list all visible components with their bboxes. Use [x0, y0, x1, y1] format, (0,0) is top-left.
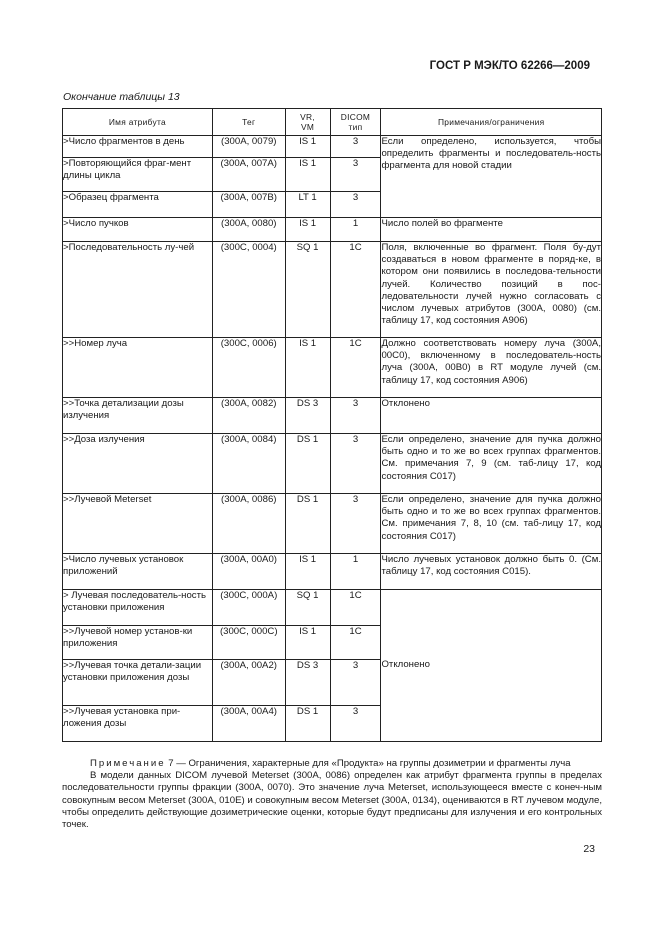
attr-type: 3 — [330, 192, 381, 218]
attr-type: 1C — [330, 590, 381, 626]
attr-type: 1C — [330, 626, 381, 660]
attr-vr: IS 1 — [285, 218, 330, 242]
table-row — [63, 590, 602, 626]
note-body: В модели данных DICOM лучевой Meterset (300A, 0086) определен как атрибут фрагмента группы в пределах последовательности группы фракции (300A, 0070). Это значение луча Meterset, использующееся вместе с конеч-ным совокупным весом Meterset (300A, 010E) и совокупным весом Meterset (300A, 0134), оцениваются в RT лучевом модуле, чтобы определить действующие дозиметрические оценки, которые будут предписаны для излучения и его контрольных точек. — [62, 770, 602, 831]
attr-note: Отклонено — [381, 398, 602, 434]
attr-name: >>Точка детализации дозы излучения — [63, 398, 213, 434]
table-row — [63, 218, 602, 242]
table-row — [63, 136, 602, 158]
attr-tag: (300A, 0084) — [212, 434, 285, 494]
attr-tag: (300A, 0079) — [212, 136, 285, 158]
standard-code: ГОСТ Р МЭК/ТО 62266—2009 — [429, 60, 590, 72]
attr-vr: LT 1 — [285, 192, 330, 218]
attr-tag: (300A, 007A) — [212, 158, 285, 192]
attr-name: >>Доза излучения — [63, 434, 213, 494]
note-title-line — [62, 758, 602, 770]
attr-vr: DS 1 — [285, 706, 330, 742]
attr-tag: (300C, 000C) — [212, 626, 285, 660]
attr-tag: (300A, 0086) — [212, 494, 285, 554]
attr-tag: (300A, 00A0) — [212, 554, 285, 590]
attr-vr: IS 1 — [285, 626, 330, 660]
attr-name: > Лучевая последователь-ность установки приложения — [63, 590, 213, 626]
attr-note: Если определено, значение для пучка должно быть одно и то же во всех группах фрагментов. См. примечания 7, 8, 10 (см. таб-лицу 17, код состояния C017) — [381, 494, 602, 554]
attr-tag: (300C, 0006) — [212, 338, 285, 398]
attr-tag: (300A, 0082) — [212, 398, 285, 434]
attr-name: >>Лучевая установка при-ложения дозы — [63, 706, 213, 742]
table-note — [62, 758, 602, 831]
attr-note: Число лучевых установок должно быть 0. (См. таблицу 17, код состояния C015). — [381, 554, 602, 590]
attr-name: >Повторяющийся фраг-мент длины цикла — [63, 158, 213, 192]
col-header-vr: VR, VM — [285, 109, 330, 136]
attr-vr: SQ 1 — [285, 590, 330, 626]
attr-vr: DS 3 — [285, 398, 330, 434]
table-caption: Окончание таблицы 13 — [63, 91, 180, 103]
attr-type: 1C — [330, 242, 381, 338]
col-header-name: Имя атрибута — [63, 109, 213, 136]
table-row — [63, 338, 602, 398]
col-header-notes: Примечания/ограничения — [381, 109, 602, 136]
note-title: 7 — Ограничения, характерные для «Продукта» на группы дозиметрии и фрагменты луча — [168, 758, 571, 769]
attr-type: 3 — [330, 434, 381, 494]
attr-vr: SQ 1 — [285, 242, 330, 338]
attr-vr: IS 1 — [285, 136, 330, 158]
attr-note: Поля, включенные во фрагмент. Поля бу-дут создаваться в новом фрагменте в поряд-ке, в котором они появились в последова-тельности лучей. Количество позиций в пос-ледовательности лучей нужно согласовать с числом лучевых атрибутов (300A, 0080) (см. таблицу 17, код состояния A906) — [381, 242, 602, 338]
attr-tag: (300A, 00A2) — [212, 660, 285, 706]
attr-note: Если определено, значение для пучка должно быть одно и то же во всех группах фрагментов. См. примечания 7, 9 (см. таб-лицу 17, код состояния C017) — [381, 434, 602, 494]
table-row — [63, 434, 602, 494]
attr-note: Если определено, используется, чтобы определить фрагменты и последователь-ность фрагмента для новой стадии — [381, 136, 602, 218]
table-row — [63, 398, 602, 434]
attr-vr: DS 1 — [285, 494, 330, 554]
attr-type: 1C — [330, 338, 381, 398]
note-label: Примечание — [90, 758, 166, 769]
attr-name: >Число фрагментов в день — [63, 136, 213, 158]
attr-name: >>Лучевой Meterset — [63, 494, 213, 554]
col-header-tag: Тег — [212, 109, 285, 136]
attr-note: Отклонено — [381, 590, 602, 742]
attr-type: 1 — [330, 218, 381, 242]
table-row — [63, 494, 602, 554]
attr-vr: DS 1 — [285, 434, 330, 494]
attr-vr: IS 1 — [285, 338, 330, 398]
attr-name: >Последовательность лу-чей — [63, 242, 213, 338]
attr-tag: (300A, 007B) — [212, 192, 285, 218]
attr-name: >>Лучевая точка детали-зации установки приложения дозы — [63, 660, 213, 706]
attr-type: 3 — [330, 136, 381, 158]
attr-tag: (300A, 0080) — [212, 218, 285, 242]
attr-name: >Образец фрагмента — [63, 192, 213, 218]
table-row — [63, 554, 602, 590]
attr-type: 3 — [330, 398, 381, 434]
attr-name: >Число пучков — [63, 218, 213, 242]
attr-name: >Число лучевых установок приложений — [63, 554, 213, 590]
attr-type: 3 — [330, 494, 381, 554]
attr-type: 3 — [330, 158, 381, 192]
attributes-table — [62, 108, 602, 742]
attr-name: >>Номер луча — [63, 338, 213, 398]
attr-note: Число полей во фрагменте — [381, 218, 602, 242]
attr-type: 3 — [330, 706, 381, 742]
attr-note: Должно соответствовать номеру луча (300A, 00C0), включенному в последователь-ность луча (300A, 00B0) в RT модуле лучей (см. таблицу 17, код состояния A906) — [381, 338, 602, 398]
attr-type: 3 — [330, 660, 381, 706]
attr-type: 1 — [330, 554, 381, 590]
attr-name: >>Лучевой номер установ-ки приложения — [63, 626, 213, 660]
attr-tag: (300C, 000A) — [212, 590, 285, 626]
attr-tag: (300C, 0004) — [212, 242, 285, 338]
table-header-row — [63, 109, 602, 136]
attr-vr: IS 1 — [285, 158, 330, 192]
attr-tag: (300A, 00A4) — [212, 706, 285, 742]
col-header-type: DICOM тип — [330, 109, 381, 136]
attr-vr: IS 1 — [285, 554, 330, 590]
page-number: 23 — [583, 843, 595, 855]
attr-vr: DS 3 — [285, 660, 330, 706]
table-row — [63, 242, 602, 338]
